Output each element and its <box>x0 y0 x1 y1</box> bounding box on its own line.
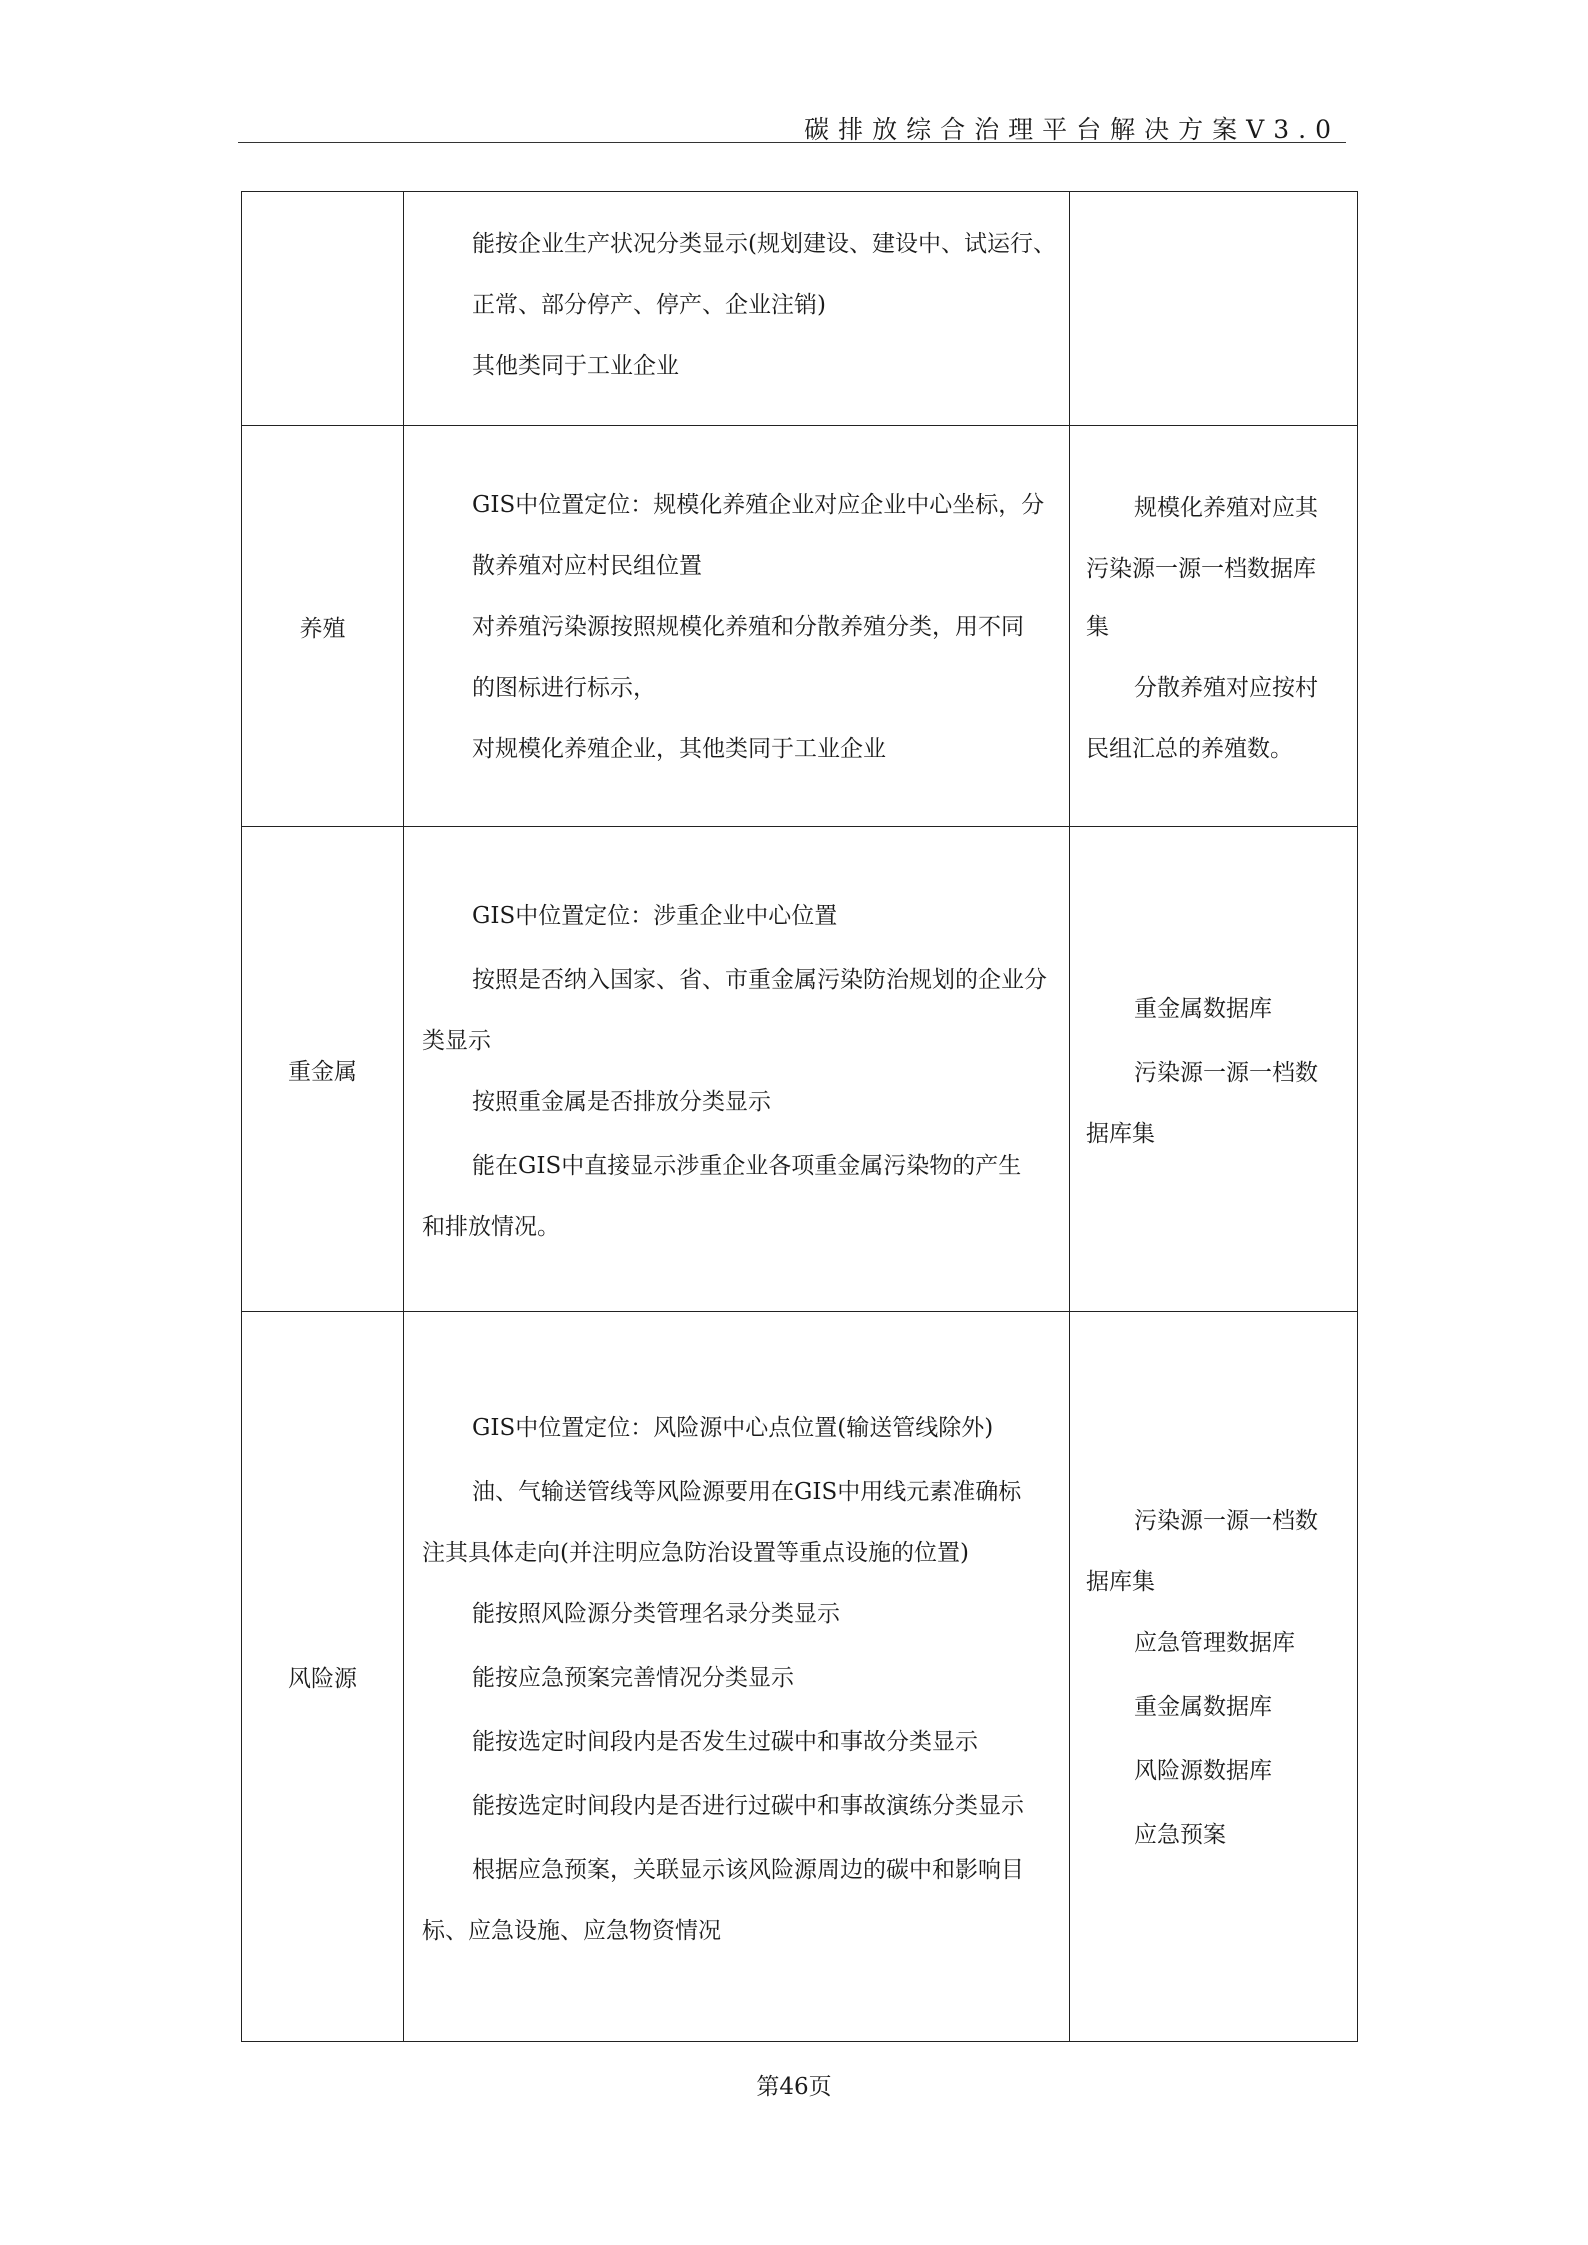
data-source-line: 应急预案 <box>1134 1821 1226 1848</box>
content-line: 能按选定时间段内是否进行过碳中和事故演练分类显示 <box>472 1792 1024 1819</box>
content-line: 能按选定时间段内是否发生过碳中和事故分类显示 <box>472 1728 978 1755</box>
content-line: 注其具体走向(并注明应急防治设置等重点设施的位置) <box>422 1539 969 1566</box>
content-line: 其他类同于工业企业 <box>472 352 679 379</box>
table-row <box>242 192 1358 426</box>
content-line: 类显示 <box>422 1028 491 1054</box>
content-line: 和排放情况。 <box>422 1214 560 1240</box>
data-source-line: 重金属数据库 <box>1134 996 1272 1022</box>
content-line: 散养殖对应村民组位置 <box>472 553 702 579</box>
table-row <box>242 1312 1358 2042</box>
content-line: 能在GIS中直接显示涉重企业各项重金属污染物的产生 <box>472 1153 1022 1179</box>
requirements-table <box>241 191 1358 2042</box>
content-line: 对养殖污染源按照规模化养殖和分散养殖分类，用不同 <box>472 614 1024 640</box>
content-line: 能按应急预案完善情况分类显示 <box>472 1664 794 1691</box>
content-line: 能按照风险源分类管理名录分类显示 <box>472 1600 840 1627</box>
data-source-line: 分散养殖对应按村 <box>1134 675 1318 701</box>
page-number: 第46页 <box>756 2074 832 2100</box>
content-line: 油、气输送管线等风险源要用在GIS中用线元素准确标 <box>472 1478 1022 1505</box>
content-line: 对规模化养殖企业，其他类同于工业企业 <box>472 736 886 762</box>
data-source-line: 风险源数据库 <box>1134 1757 1272 1784</box>
content-line: GIS中位置定位：涉重企业中心位置 <box>472 903 838 929</box>
table-row <box>242 426 1358 827</box>
data-source-cell <box>1070 426 1358 827</box>
content-line: GIS中位置定位：规模化养殖企业对应企业中心坐标，分 <box>472 492 1045 518</box>
data-source-line: 污染源一源一档数据库 <box>1086 556 1316 582</box>
data-source-cell <box>1070 192 1358 426</box>
data-source-cell <box>1070 1312 1358 2042</box>
document-title: 碳排放综合治理平台解决方案V3.0 <box>804 115 1340 144</box>
data-source-line: 规模化养殖对应其 <box>1134 495 1318 521</box>
table-row <box>242 827 1358 1312</box>
data-source-line: 民组汇总的养殖数。 <box>1086 736 1293 762</box>
content-cell <box>404 827 1070 1312</box>
data-source-line: 据库集 <box>1086 1568 1155 1595</box>
content-line: 的图标进行标示， <box>472 675 656 701</box>
category-cell: 重金属 <box>242 827 404 1312</box>
data-source-line: 据库集 <box>1086 1121 1155 1147</box>
content-line: 能按企业生产状况分类显示(规划建设、建设中、试运行、 <box>472 230 1056 257</box>
page-header <box>238 108 1346 143</box>
content-cell <box>404 1312 1070 2042</box>
data-source-line: 应急管理数据库 <box>1134 1629 1295 1656</box>
category-cell: 风险源 <box>242 1312 404 2042</box>
data-source-cell <box>1070 827 1358 1312</box>
category-cell <box>242 192 404 426</box>
content-cell <box>404 426 1070 827</box>
data-source-line: 污染源一源一档数 <box>1134 1507 1318 1534</box>
content-line: 按照是否纳入国家、省、市重金属污染防治规划的企业分 <box>472 967 1047 993</box>
content-cell <box>404 192 1070 426</box>
data-source-line: 重金属数据库 <box>1134 1693 1272 1720</box>
content-line: GIS中位置定位：风险源中心点位置(输送管线除外) <box>472 1414 994 1441</box>
category-cell: 养殖 <box>242 426 404 827</box>
content-line: 正常、部分停产、停产、企业注销) <box>472 291 826 318</box>
content-line: 标、应急设施、应急物资情况 <box>422 1917 721 1944</box>
data-source-line: 集 <box>1086 614 1109 640</box>
data-source-line: 污染源一源一档数 <box>1134 1060 1318 1086</box>
content-line: 按照重金属是否排放分类显示 <box>472 1089 771 1115</box>
content-line: 根据应急预案，关联显示该风险源周边的碳中和影响目 <box>472 1856 1024 1883</box>
